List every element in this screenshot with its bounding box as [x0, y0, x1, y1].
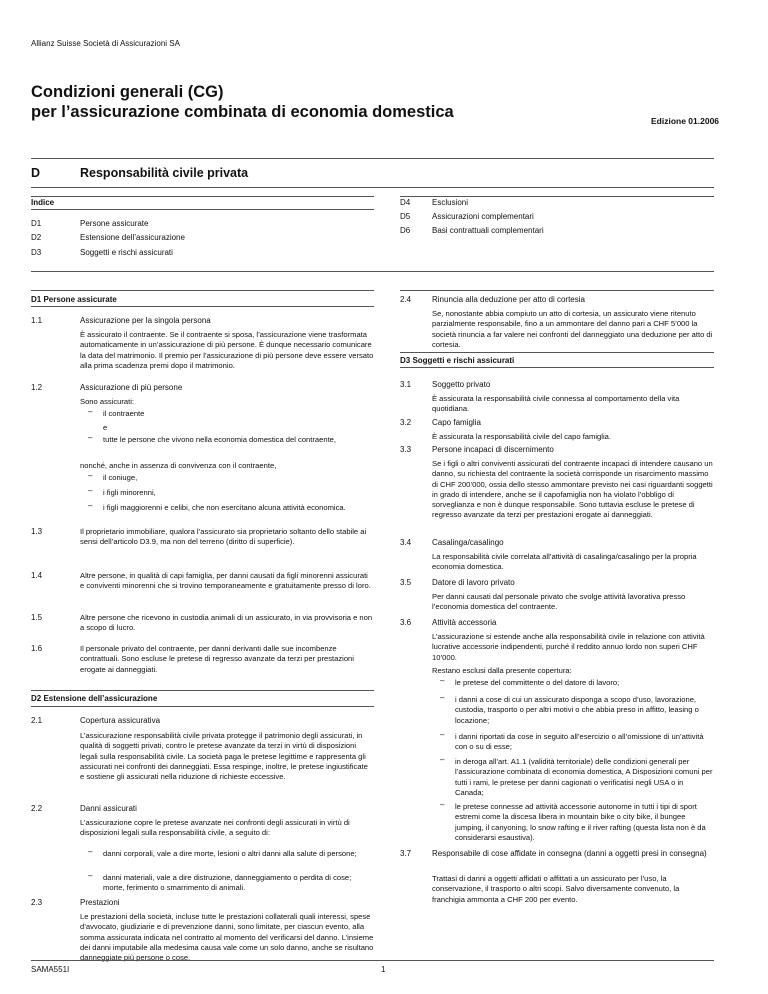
clause-text: Trattasi di danni a oggetti affidati o affittati a un assicurato per l’uso, la conservazione, il trasporto o altri scopi. Salvo diversamente convenuto, la franchigia ammonta a CHF 200 per evento. [432, 874, 680, 904]
section-title: Responsabilità civile privata [80, 166, 249, 180]
clause-number: 3.4 [400, 538, 412, 547]
list-item: i danni riportati da cose in seguito all’esercizio o all’omissione di un’attività con o su di esse; [455, 732, 704, 752]
clause-title: Datore di lavoro privato [432, 578, 515, 587]
index-label: Soggetti e rischi assicurati [80, 248, 173, 257]
clause-number: 1.5 [31, 613, 43, 622]
index-label: Estensione dell’assicurazione [80, 233, 185, 242]
clause-text: nonché, anche in assenza di convivenza con il contraente, [80, 461, 277, 470]
title-line-2: per l’assicurazione combinata di economia domestica [31, 103, 454, 121]
clause-title: Capo famiglia [432, 418, 481, 427]
index-label: Persone assicurate [80, 219, 149, 228]
index-code: D2 [31, 233, 42, 242]
index-code: D5 [400, 212, 411, 221]
clause-number: 3.2 [400, 418, 412, 427]
divider [31, 690, 374, 691]
divider [31, 187, 714, 188]
clause-title: Attività accessoria [432, 618, 497, 627]
clause-text: L’assicurazione responsabilità civile privata protegge il patrimonio degli assicurati, in qualità di soggetti privati, contro le pretese avanzate da terzi in virtù di disposizioni legali sulla responsabilità civile. La società paga le pretese legittime e rappresenta gli assicurati nei confronti dei danneggiati. Essa respinge, inoltre, le pretese ingiustificate e sostiene gli assicurati nella riduzione di richieste eccessive. [80, 731, 368, 782]
clause-title: Soggetto privato [432, 380, 491, 389]
clause-number: 2.3 [31, 898, 43, 907]
list-item: i danni a cose di cui un assicurato disponga a scopo d’uso, lavorazione, custodia, trasporto o per altri motivi o che abbia preso in affitto, leasing o locazione; [455, 695, 699, 725]
list-item: le pretese del committente o del datore di lavoro; [455, 678, 620, 687]
clause-title: Responsabile di cose affidate in consegna (danni a oggetti presi in consegna) [432, 849, 707, 858]
clause-text: Il proprietario immobiliare, qualora l’assicurato sia proprietario soltanto dello stabile ai sensi dell’articolo D3.9, ma non del terreno (diritto di superficie). [80, 527, 367, 547]
clause-title: Persone incapaci di discernimento [432, 445, 554, 454]
clause-text: L’assicurazione copre le pretese avanzate nei confronti degli assicurati in virtù di disposizioni legali sulla responsabilità civile, a seguito di: [80, 818, 350, 838]
clause-title: Assicurazione di più persone [80, 383, 183, 392]
index-label: Basi contrattuali complementari [432, 226, 544, 235]
clause-text: È assicurato il contraente. Se il contraente si sposa, l’assicurazione viene trasformata automaticamente in un’assicurazione di più persone. È dunque necessario comunicare la data del matrimonio. Il premio per l’assicurazione di più persone deve essere versato alla prima scadenza premi dopo il matrimonio. [80, 330, 374, 370]
clause-text: Per danni causati dal personale privato che svolge attività lavorativa presso l’economia domestica del contraente. [432, 592, 686, 612]
clause-number: 3.7 [400, 849, 412, 858]
dash-bullet: – [88, 847, 93, 856]
clause-number: 1.4 [31, 571, 43, 580]
divider [31, 209, 374, 210]
divider [31, 158, 714, 159]
clause-number: 1.1 [31, 316, 43, 325]
clause-text: Se i figli o altri conviventi assicurati del contraente incapaci di intendere causano un danno, su richiesta del contraente la società corrisponde un risarcimento massimo di CHF 200’000, ossia dello stesso ammontare previsto nei casi riguardanti soggetti in grado di intendere, anche se il capofamiglia non ha violato l’obbligo di sorveglianza e non è dunque responsabile. Sono tuttavia escluse le pretese di regresso avanzate da terzi per prestazioni erogate ai danneggiati. [432, 459, 713, 520]
company-name: Allianz Suisse Società di Assicurazioni SA [31, 39, 180, 48]
clause-text: Altre persone che ricevono in custodia animali di un assicurato, in via provvisoria e non a scopo di lucro. [80, 613, 373, 633]
clause-number: 3.3 [400, 445, 412, 454]
dash-bullet: – [440, 693, 445, 702]
clause-title: Rinuncia alla deduzione per atto di cortesia [432, 295, 585, 304]
divider [31, 290, 374, 291]
clause-number: 2.1 [31, 716, 43, 725]
document-title [31, 82, 454, 122]
section-heading-d2: D2 Estensione dell’assicurazione [31, 694, 158, 703]
clause-number: 1.2 [31, 383, 43, 392]
clause-title: Casalinga/casalingo [432, 538, 504, 547]
index-label: Assicurazioni complementari [432, 212, 534, 221]
divider [31, 706, 374, 707]
page-number: 1 [381, 965, 386, 974]
index-code: D1 [31, 219, 42, 228]
list-item: tutte le persone che vivono nella economia domestica del contraente, [103, 435, 337, 444]
document-code: SAMA551I [31, 965, 70, 974]
list-item: il coniuge, [103, 473, 138, 482]
list-item: le pretese connesse ad attività accessorie autonome in tutti i tipi di sport estremi come la discesa libera in mountain bike o city bike, il bungee jumping, il canyoning, lo snow rafting e il river rafting (questa lista non è da considerarsi esaustiva). [455, 802, 706, 842]
index-heading: Indice [31, 198, 55, 207]
section-heading-d3: D3 Soggetti e rischi assicurati [400, 356, 515, 365]
clause-number: 2.2 [31, 804, 43, 813]
dash-bullet: – [88, 407, 93, 416]
clause-title: Assicurazione per la singola persona [80, 316, 211, 325]
clause-text: Le prestazioni della società, incluse tutte le prestazioni collaterali quali interessi, spese d’avvocato, giudiziarie e di prevenzione danni, sono limitate, per ciascun evento, alla somma assicurata indicata nel contratto al momento del verificarsi del danno. L’insieme dei danni imputabile alla medesima causa vale come un solo danno, anche se risultano danneggiate più persone o cose. [80, 912, 374, 963]
dash-bullet: – [440, 800, 445, 809]
dash-bullet: – [88, 471, 93, 480]
divider [400, 196, 714, 197]
section-heading-d1: D1 Persone assicurate [31, 295, 117, 304]
divider [31, 960, 714, 961]
divider [400, 290, 714, 291]
clause-text: Se, nonostante abbia compiuto un atto di cortesia, un assicurato viene ritenuto parzialmente responsabile, fino a un ammontare del danno pari a CHF 5’000 la società rinuncia a far valere nei confronti del danneggiato una deduzione per atto di cortesia. [432, 309, 713, 349]
index-code: D4 [400, 198, 411, 207]
clause-number: 1.6 [31, 644, 43, 653]
clause-number: 3.5 [400, 578, 412, 587]
list-item: danni materiali, vale a dire distruzione, danneggiamento o perdita di cose; morte, ferimento o smarrimento di animali. [103, 873, 352, 893]
dash-bullet: – [88, 433, 93, 442]
dash-bullet: – [88, 871, 93, 880]
divider [31, 196, 374, 197]
list-item: danni corporali, vale a dire morte, lesioni o altri danni alla salute di persone; [103, 849, 357, 858]
clause-text: Restano esclusi dalla presente copertura: [432, 666, 572, 675]
clause-text: È assicurata la responsabilità civile connessa al comportamento della vita quotidiana. [432, 394, 680, 414]
list-item: il contraente [103, 409, 145, 418]
clause-title: Prestazioni [80, 898, 120, 907]
list-item: i figli maggiorenni e celibi, che non esercitano alcuna attività economica. [103, 503, 346, 512]
clause-title: Danni assicurati [80, 804, 137, 813]
clause-title: Copertura assicurativa [80, 716, 161, 725]
edition-label: Edizione 01.2006 [651, 116, 720, 126]
dash-bullet: – [88, 486, 93, 495]
dash-bullet: – [440, 755, 445, 764]
divider [400, 367, 714, 368]
divider [31, 306, 374, 307]
clause-text: Il personale privato del contraente, per danni derivanti dalle sue incombenze contrattuali. Sono escluse le pretese di regresso avanzate da terzi per prestazioni erogate ai danneggiati. [80, 644, 354, 674]
clause-number: 3.1 [400, 380, 412, 389]
clause-number: 1.3 [31, 527, 43, 536]
clause-text: È assicurata la responsabilità civile del capo famiglia. [432, 432, 611, 441]
clause-text: La responsabilità civile correlata all’attività di casalinga/casalingo per la propria economia domestica. [432, 552, 697, 572]
divider [31, 271, 714, 272]
clause-text: Sono assicurati: [80, 397, 135, 406]
list-item: e [103, 423, 108, 432]
clause-number: 3.6 [400, 618, 412, 627]
list-item: in deroga all’art. A1.1 (validità territoriale) delle condizioni generali per l’assicurazione combinata di economia domestica, A Disposizioni comuni per tutti i rami, le pretese per danni cagionati o verificatisi negli USA o in Canada; [455, 757, 713, 797]
clause-number: 2.4 [400, 295, 412, 304]
dash-bullet: – [440, 730, 445, 739]
clause-text: L’assicurazione si estende anche alla responsabilità civile in relazione con attività lucrative accessorie indipendenti, purché il reddito annuo lordo non superi CHF 10’000. [432, 632, 705, 662]
dash-bullet: – [440, 676, 445, 685]
section-letter: D [31, 166, 41, 180]
index-label: Esclusioni [432, 198, 469, 207]
title-line-1: Condizioni generali (CG) [31, 83, 224, 101]
divider [400, 352, 714, 353]
list-item: i figli minorenni, [103, 488, 156, 497]
clause-text: Altre persone, in qualità di capi famiglia, per danni causati da figli minorenni assicurati e conviventi minorenni che si trovino temporaneamente e gratuitamente presso di loro. [80, 571, 371, 591]
index-code: D6 [400, 226, 411, 235]
index-code: D3 [31, 248, 42, 257]
dash-bullet: – [88, 501, 93, 510]
